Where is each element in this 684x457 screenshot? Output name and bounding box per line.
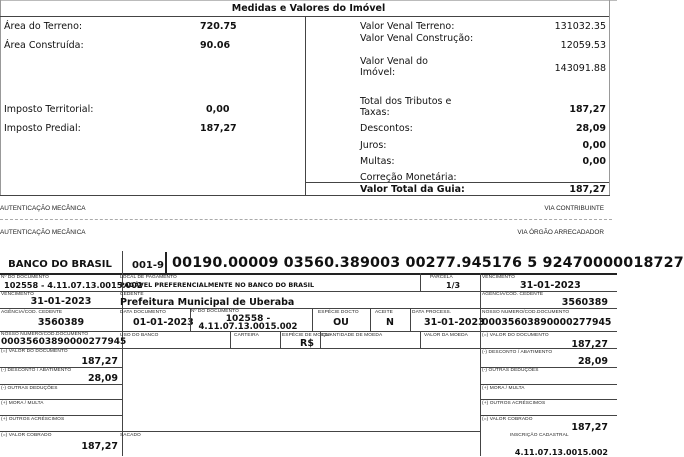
inscricao: 4.11.07.13.0015.002: [514, 448, 608, 457]
right-cobrado: 187,27: [571, 422, 608, 433]
left-border: [0, 0, 1, 195]
fines-value: 0,00: [582, 156, 606, 167]
right-acrescimos-label: (+) OUTROS ACRÉSCIMOS: [482, 401, 546, 406]
main-row-line: [122, 331, 617, 332]
right-desconto: 28,09: [577, 356, 608, 367]
cut-line: [0, 219, 612, 220]
stub-due-label: VENCIMENTO: [1, 292, 34, 297]
venal-building-label: Valor Venal Construção:: [360, 33, 474, 44]
terrain-area-value: 720.75: [200, 21, 237, 32]
inscricao-label: INSCRIÇÃO CADASTRAL: [510, 433, 569, 438]
total-taxes-label: Total dos Tributos e Taxas:: [360, 96, 452, 118]
data-doc: 01-01-2023: [133, 317, 194, 328]
main-col-divider: [420, 331, 421, 348]
carteira-label: CARTEIRA: [234, 333, 259, 338]
stub-row-line: [0, 431, 122, 432]
bank-code-divider: [165, 252, 167, 273]
main-col-divider: [410, 308, 411, 331]
stub-row-line: [0, 384, 122, 385]
terrain-area-label: Área do Terreno:: [4, 21, 83, 32]
parcela-label: PARCELA: [430, 275, 453, 280]
stub-doc-no: 102558 - 4.11.07.13.0015.002: [4, 280, 143, 290]
interest-value: 0,00: [582, 140, 606, 151]
built-area-value: 90.06: [200, 40, 231, 51]
qtd-moeda-label: QUANTIDADE DE MOEDA: [322, 333, 383, 338]
no-doc-2: 4.11.07.13.0015.002: [198, 322, 298, 332]
right-row-line: [480, 399, 617, 400]
right-mora-label: (+) MORA / MULTA: [482, 386, 525, 391]
especie-moeda-label: ESPÉCIE DE MOEDA: [282, 333, 332, 338]
especie-moeda: R$: [300, 338, 314, 349]
right-cobrado-label: (=) VALOR COBRADO: [482, 417, 533, 422]
monetary-correction-label: Correção Monetária:: [360, 172, 457, 183]
especie-doc: OU: [333, 317, 349, 328]
right-agency-label: AGÊNCIA/COD. CEDENTE: [482, 292, 544, 297]
venal-property-value: 143091.88: [554, 63, 606, 74]
stub-valor-doc: 187,27: [81, 356, 118, 367]
data-doc-label: DATA DOCUMENTO: [120, 310, 166, 315]
right-valor-doc: 187,27: [571, 339, 608, 350]
building-tax-value: 187,27: [200, 123, 237, 134]
right-row-line: [480, 415, 617, 416]
total-guide-label: Valor Total da Guia:: [360, 184, 465, 195]
section-title: Medidas e Valores do Imóvel: [231, 3, 386, 14]
stub-valor-doc-label: (=) VALOR DO DOCUMENTO: [1, 349, 68, 354]
discounts-value: 28,09: [575, 123, 606, 134]
auth-mechanical-label-2: AUTENTICAÇÃO MECÂNICA: [0, 229, 86, 236]
venal-land-label: Valor Venal Terreno:: [360, 21, 455, 32]
total-guide-value: 187,27: [569, 184, 606, 195]
stub-acrescimos-label: (+) OUTROS ACRÉSCIMOS: [1, 417, 65, 422]
built-area-label: Área Construída:: [4, 40, 84, 51]
digitable-line: 00190.00009 03560.389003 00277.945176 5 92470000018727: [172, 255, 684, 271]
stub-outras-deducoes-label: (-) OUTRAS DEDUÇÕES: [1, 386, 58, 391]
venal-property-label: Valor Venal do Imóvel:: [360, 56, 428, 78]
stub-bank-name: BANCO DO BRASIL: [8, 259, 112, 270]
building-tax-label: Imposto Predial:: [4, 123, 81, 134]
right-valor-doc-label: (=) VALOR DO DOCUMENTO: [482, 333, 549, 338]
discounts-label: Descontos:: [360, 123, 413, 134]
cedente-label: CEDENTE: [120, 292, 144, 297]
total-divider: [305, 182, 609, 183]
main-col-divider: [280, 331, 281, 348]
bank-code: 001-9: [132, 260, 164, 271]
stub-due: 31-01-2023: [30, 296, 92, 307]
uso-banco-label: USO DO BANCO: [120, 333, 159, 338]
boleto-header-line: [0, 273, 617, 275]
right-venc-label: VENCIMENTO: [482, 275, 515, 280]
right-nosso-label: NOSSO NUMERO/COD.DOCUMENTO: [482, 310, 570, 315]
right-venc: 31-01-2023: [520, 280, 581, 291]
no-doc-label: Nº DO DOCUMENTO: [191, 309, 239, 314]
main-col-divider: [320, 331, 321, 348]
data-proc: 31-01-2023: [424, 317, 485, 328]
stub-row-line: [0, 415, 122, 416]
local: PAGÁVEL PREFERENCIALMENTE NO BANCO DO BRASIL: [120, 281, 315, 289]
via-orgao-label: VIA ÓRGÃO ARRECADADOR: [517, 229, 604, 236]
stub-mora-label: (+) MORA / MULTA: [1, 401, 44, 406]
venal-land-value: 131032.35: [554, 21, 606, 32]
local-label: LOCAL DE PAGAMENTO: [120, 275, 177, 280]
especie-doc-label: ESPÉCIE DOCTO: [318, 310, 359, 315]
parcela-divider: [420, 273, 421, 291]
territorial-tax-label: Imposto Territorial:: [4, 104, 94, 115]
main-col-divider: [230, 331, 231, 348]
stub-doc-no-label: Nº DO DOCUMENTO: [1, 275, 49, 280]
stub-row-line: [0, 399, 122, 400]
stub-agency-label: AGÊNCIA/COD. CEDENTE: [1, 310, 63, 315]
venal-building-value: 12059.53: [560, 40, 606, 51]
stub-row-line: [0, 308, 122, 309]
cedente: Prefeitura Municipal de Uberaba: [120, 297, 295, 308]
stub-desconto-label: (-) DESCONTO / ABATIMENTO: [1, 368, 72, 373]
right-column-divider: [480, 273, 481, 456]
table-bottom-border: [0, 195, 610, 196]
column-divider: [305, 16, 306, 195]
right-row-line: [480, 384, 617, 385]
top-border: [0, 0, 617, 1]
aceite-label: ACEITE: [375, 310, 393, 315]
fines-label: Multas:: [360, 156, 395, 167]
parcela: 1/3: [446, 281, 461, 290]
stub-desconto: 28,09: [87, 373, 118, 384]
stub-cobrado: 187,27: [81, 441, 118, 452]
stub-agency: 3560389: [37, 317, 85, 328]
stub-nosso-label: NOSSO NUMERO/COD.DOCUMENTO: [1, 332, 89, 337]
valor-moeda-label: VALOR DA MOEDA: [424, 333, 468, 338]
right-nosso: 00035603890000277945: [482, 317, 612, 328]
right-border: [609, 0, 610, 195]
right-outras-label: (-) OUTRAS DEDUÇÕES: [482, 368, 539, 373]
right-agency: 3560389: [561, 297, 608, 308]
stub-cobrado-label: (=) VALOR COBRADO: [1, 433, 52, 438]
right-desconto-label: (-) DESCONTO / ABATIMENTO: [482, 350, 553, 355]
sacado-label: SACADO: [120, 433, 141, 438]
data-proc-label: DATA PROCESS.: [412, 310, 452, 315]
main-row-line: [122, 431, 480, 432]
aceite: N: [386, 317, 394, 328]
via-contribuinte-label: VIA CONTRIBUINTE: [544, 205, 604, 212]
territorial-tax-value: 0,00: [206, 104, 230, 115]
interest-label: Juros:: [360, 140, 387, 151]
no-doc-1: 102558 -: [225, 314, 271, 324]
stub-nosso: 00035603890000277945: [1, 337, 127, 347]
total-taxes-value: 187,27: [569, 104, 606, 115]
auth-mechanical-label-1: AUTENTICAÇÃO MECÂNICA: [0, 205, 86, 212]
